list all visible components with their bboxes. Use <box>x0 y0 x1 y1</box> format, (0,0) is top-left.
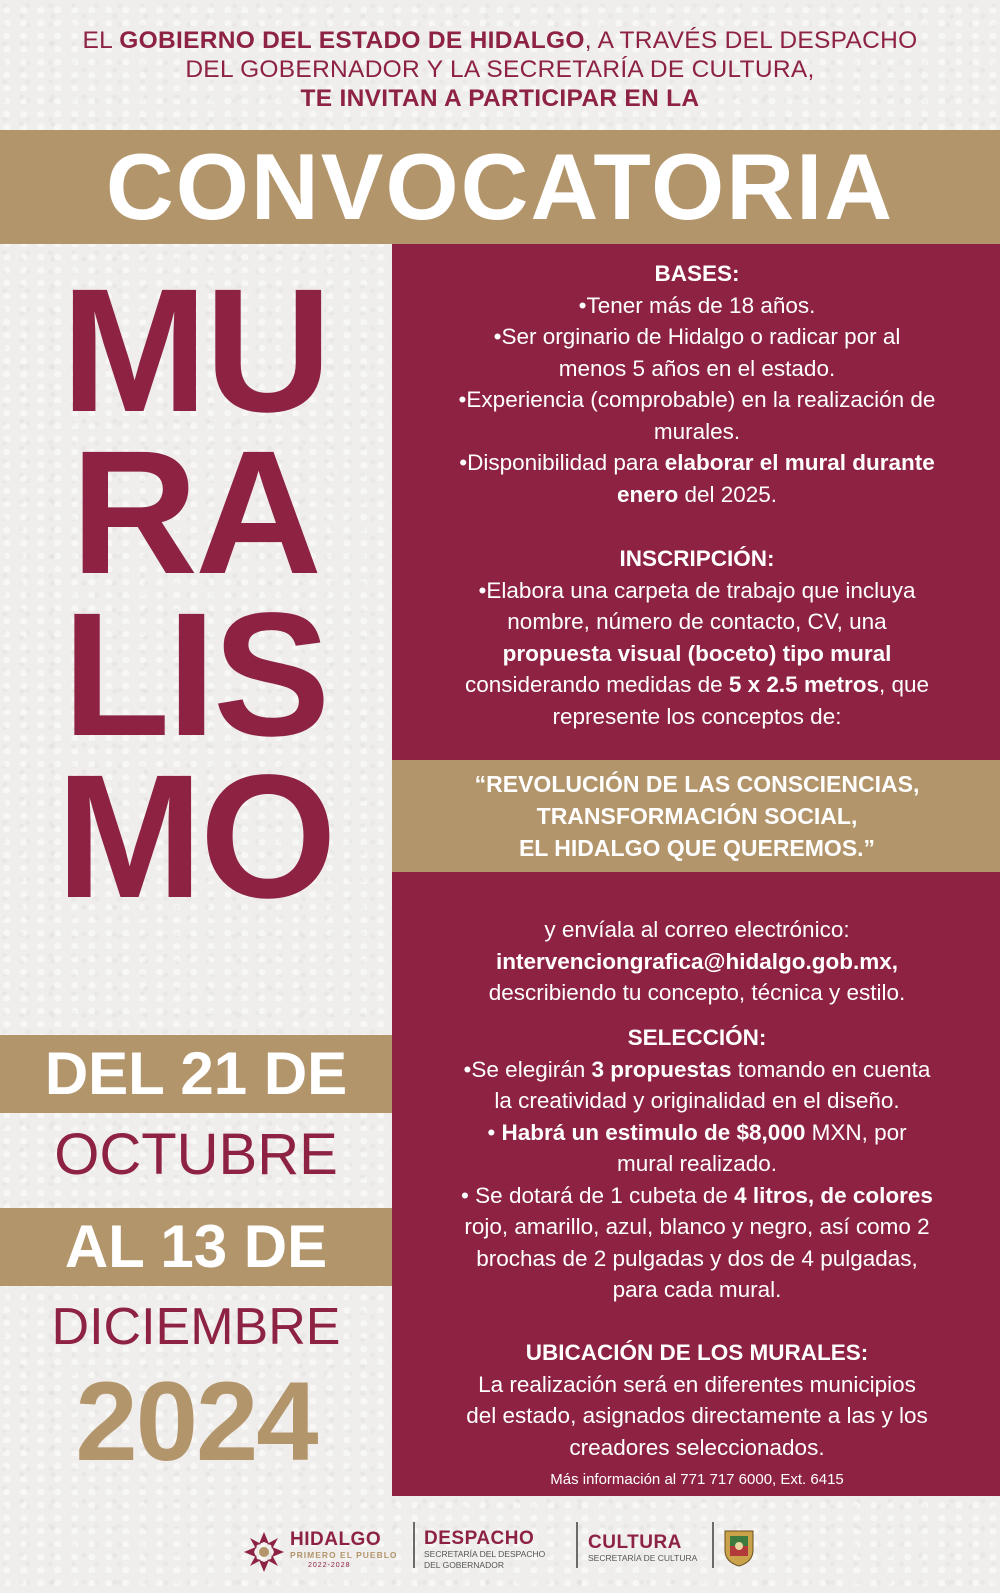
seleccion-i2-l2: mural realizado. <box>616 1151 778 1176</box>
seleccion-i1-l2: la creatividad y originalidad en el diseño. <box>494 1088 900 1113</box>
bases-item-2-l1: •Ser orginario de Hidalgo o radicar por al <box>493 324 901 349</box>
envio-email <box>402 946 992 978</box>
date-line-4: DICIEMBRE <box>51 1298 341 1356</box>
quote-section <box>402 768 992 864</box>
header-line-1-bold: GOBIERNO DEL ESTADO DE HIDALGO <box>119 27 585 54</box>
bases-item-4-a: •Disponibilidad para <box>459 450 665 475</box>
email-address: intervenciongrafica@hidalgo.gob.mx, <box>495 948 898 974</box>
inscripcion-l4 <box>402 669 992 701</box>
seleccion-i1-a: •Se elegirán <box>463 1056 592 1082</box>
ubicacion-l3: creadores seleccionados. <box>569 1434 825 1460</box>
despacho-logo-text: DESPACHO <box>424 1528 535 1549</box>
quote-l2: TRANSFORMACIÓN SOCIAL, <box>536 803 858 829</box>
despacho-logo <box>424 1528 574 1571</box>
bases-item-4-c: enero <box>616 481 679 507</box>
ubicacion-l1: La realización será en diferentes municipios <box>478 1371 916 1397</box>
ubicacion-title: UBICACIÓN DE LOS MURALES: <box>525 1340 869 1365</box>
header-line-1-a: EL <box>82 27 120 54</box>
muralismo-line-2: RA <box>70 415 320 611</box>
envio-section <box>402 914 992 1009</box>
inscripcion-section <box>402 543 992 732</box>
seleccion-i3-l3: brochas de 2 pulgadas y dos de 4 pulgadas, <box>476 1245 918 1271</box>
envio-l3: describiendo tu concepto, técnica y estilo. <box>488 980 906 1005</box>
hidalgo-logo <box>290 1530 405 1571</box>
page-title: CONVOCATORIA <box>105 134 895 239</box>
muralismo-line-1: MU <box>61 253 329 449</box>
despacho-logo-sub-2: DEL GOBERNADOR <box>424 1560 504 1570</box>
header-line-1 <box>0 26 1000 55</box>
bases-item-3-l2: murales. <box>653 418 741 444</box>
seleccion-i2-c: MXN, por <box>805 1119 907 1145</box>
inscripcion-l3 <box>402 638 992 670</box>
hidalgo-logo-sub: PRIMERO EL PUEBLO <box>290 1550 398 1560</box>
hidalgo-logo-text: HIDALGO <box>290 1529 382 1550</box>
date-line-1: DEL 21 DE <box>44 1040 348 1107</box>
seleccion-i3-l4: para cada mural. <box>612 1277 782 1302</box>
logo-divider-3 <box>712 1522 714 1568</box>
seleccion-i3-b: 4 litros, de colores <box>734 1182 933 1208</box>
seleccion-i1-b: 3 propuestas <box>591 1056 732 1082</box>
cultura-logo-text: CULTURA <box>588 1532 682 1553</box>
bases-item-4-l1 <box>402 447 992 479</box>
header-line-3 <box>0 84 1000 113</box>
logo-divider-1 <box>413 1522 415 1568</box>
cultura-logo-sub: SECRETARÍA DE CULTURA <box>588 1553 698 1563</box>
muralismo-word <box>0 253 390 935</box>
seleccion-i1-c: tomando en cuenta <box>731 1056 931 1082</box>
state-shield-icon <box>722 1528 756 1568</box>
bases-section <box>402 258 992 510</box>
bases-item-4-l2 <box>402 479 992 511</box>
inscripcion-l4-a: considerando medidas de <box>464 672 729 697</box>
hidalgo-logo-years: 2022-2028 <box>308 1562 351 1569</box>
seleccion-section <box>402 1022 992 1306</box>
inscripcion-l3-bold: propuesta visual (boceto) tipo mural <box>502 640 892 666</box>
bases-item-3-l1: •Experiencia (comprobable) en la realización de <box>458 387 936 412</box>
muralismo-line-4: MO <box>56 739 334 935</box>
date-line-3: AL 13 DE <box>64 1213 328 1280</box>
logo-divider-2 <box>576 1522 578 1568</box>
seleccion-i3-a: • Se dotará de 1 cubeta de <box>461 1182 735 1208</box>
inscripcion-title: INSCRIPCIÓN: <box>619 546 775 571</box>
bases-title: BASES: <box>654 261 740 286</box>
bases-item-2-l2: menos 5 años en el estado. <box>558 355 836 381</box>
inscripcion-l1: •Elabora una carpeta de trabajo que incluya <box>478 577 916 603</box>
bases-item-1: •Tener más de 18 años. <box>578 292 816 318</box>
muralismo-line-3: LIS <box>62 577 328 773</box>
seleccion-i1 <box>402 1054 992 1086</box>
date-year: 2024 <box>75 1359 317 1484</box>
seleccion-i3 <box>402 1180 992 1212</box>
ubicacion-section <box>402 1337 992 1463</box>
inscripcion-l4-c: , que <box>878 672 930 697</box>
inscripcion-l5: represente los conceptos de: <box>552 703 842 729</box>
seleccion-i2-b: Habrá un estimulo de $8,000 <box>501 1119 806 1145</box>
seleccion-i2-a: • <box>487 1119 502 1145</box>
despacho-logo-sub-1: SECRETARÍA DEL DESPACHO <box>424 1549 546 1559</box>
more-info: Más información al 771 717 6000, Ext. 6415 <box>550 1471 844 1488</box>
inscripcion-l2: nombre, número de contacto, CV, una <box>507 609 887 634</box>
header-line-1-c: , A TRAVÉS DEL DESPACHO <box>584 27 918 54</box>
seleccion-i3-l2: rojo, amarillo, azul, blanco y negro, así como 2 <box>464 1214 930 1239</box>
header-text <box>0 26 1000 113</box>
hidalgo-star-icon <box>242 1530 286 1574</box>
bases-item-4-b: elaborar el mural durante <box>664 450 935 475</box>
header-line-3-bold: TE INVITAN A PARTICIPAR EN LA <box>300 85 700 112</box>
logo-footer <box>0 1500 1000 1593</box>
quote-l1: “REVOLUCIÓN DE LAS CONSCIENCIAS, <box>474 771 920 797</box>
bases-item-4-d: del 2025. <box>678 481 778 507</box>
envio-l1: y envíala al correo electrónico: <box>544 917 850 942</box>
ubicacion-l2: del estado, asignados directamente a las y los <box>466 1403 928 1428</box>
quote-l3: EL HIDALGO QUE QUEREMOS.” <box>518 835 876 861</box>
seleccion-title: SELECCIÓN: <box>627 1025 767 1050</box>
inscripcion-l4-b: 5 x 2.5 metros <box>728 672 879 697</box>
cultura-logo <box>588 1532 708 1564</box>
header-line-2: DEL GOBERNADOR Y LA SECRETARÍA DE CULTURA, <box>185 56 815 83</box>
date-line-2: OCTUBRE <box>54 1122 338 1187</box>
seleccion-i2 <box>402 1117 992 1149</box>
